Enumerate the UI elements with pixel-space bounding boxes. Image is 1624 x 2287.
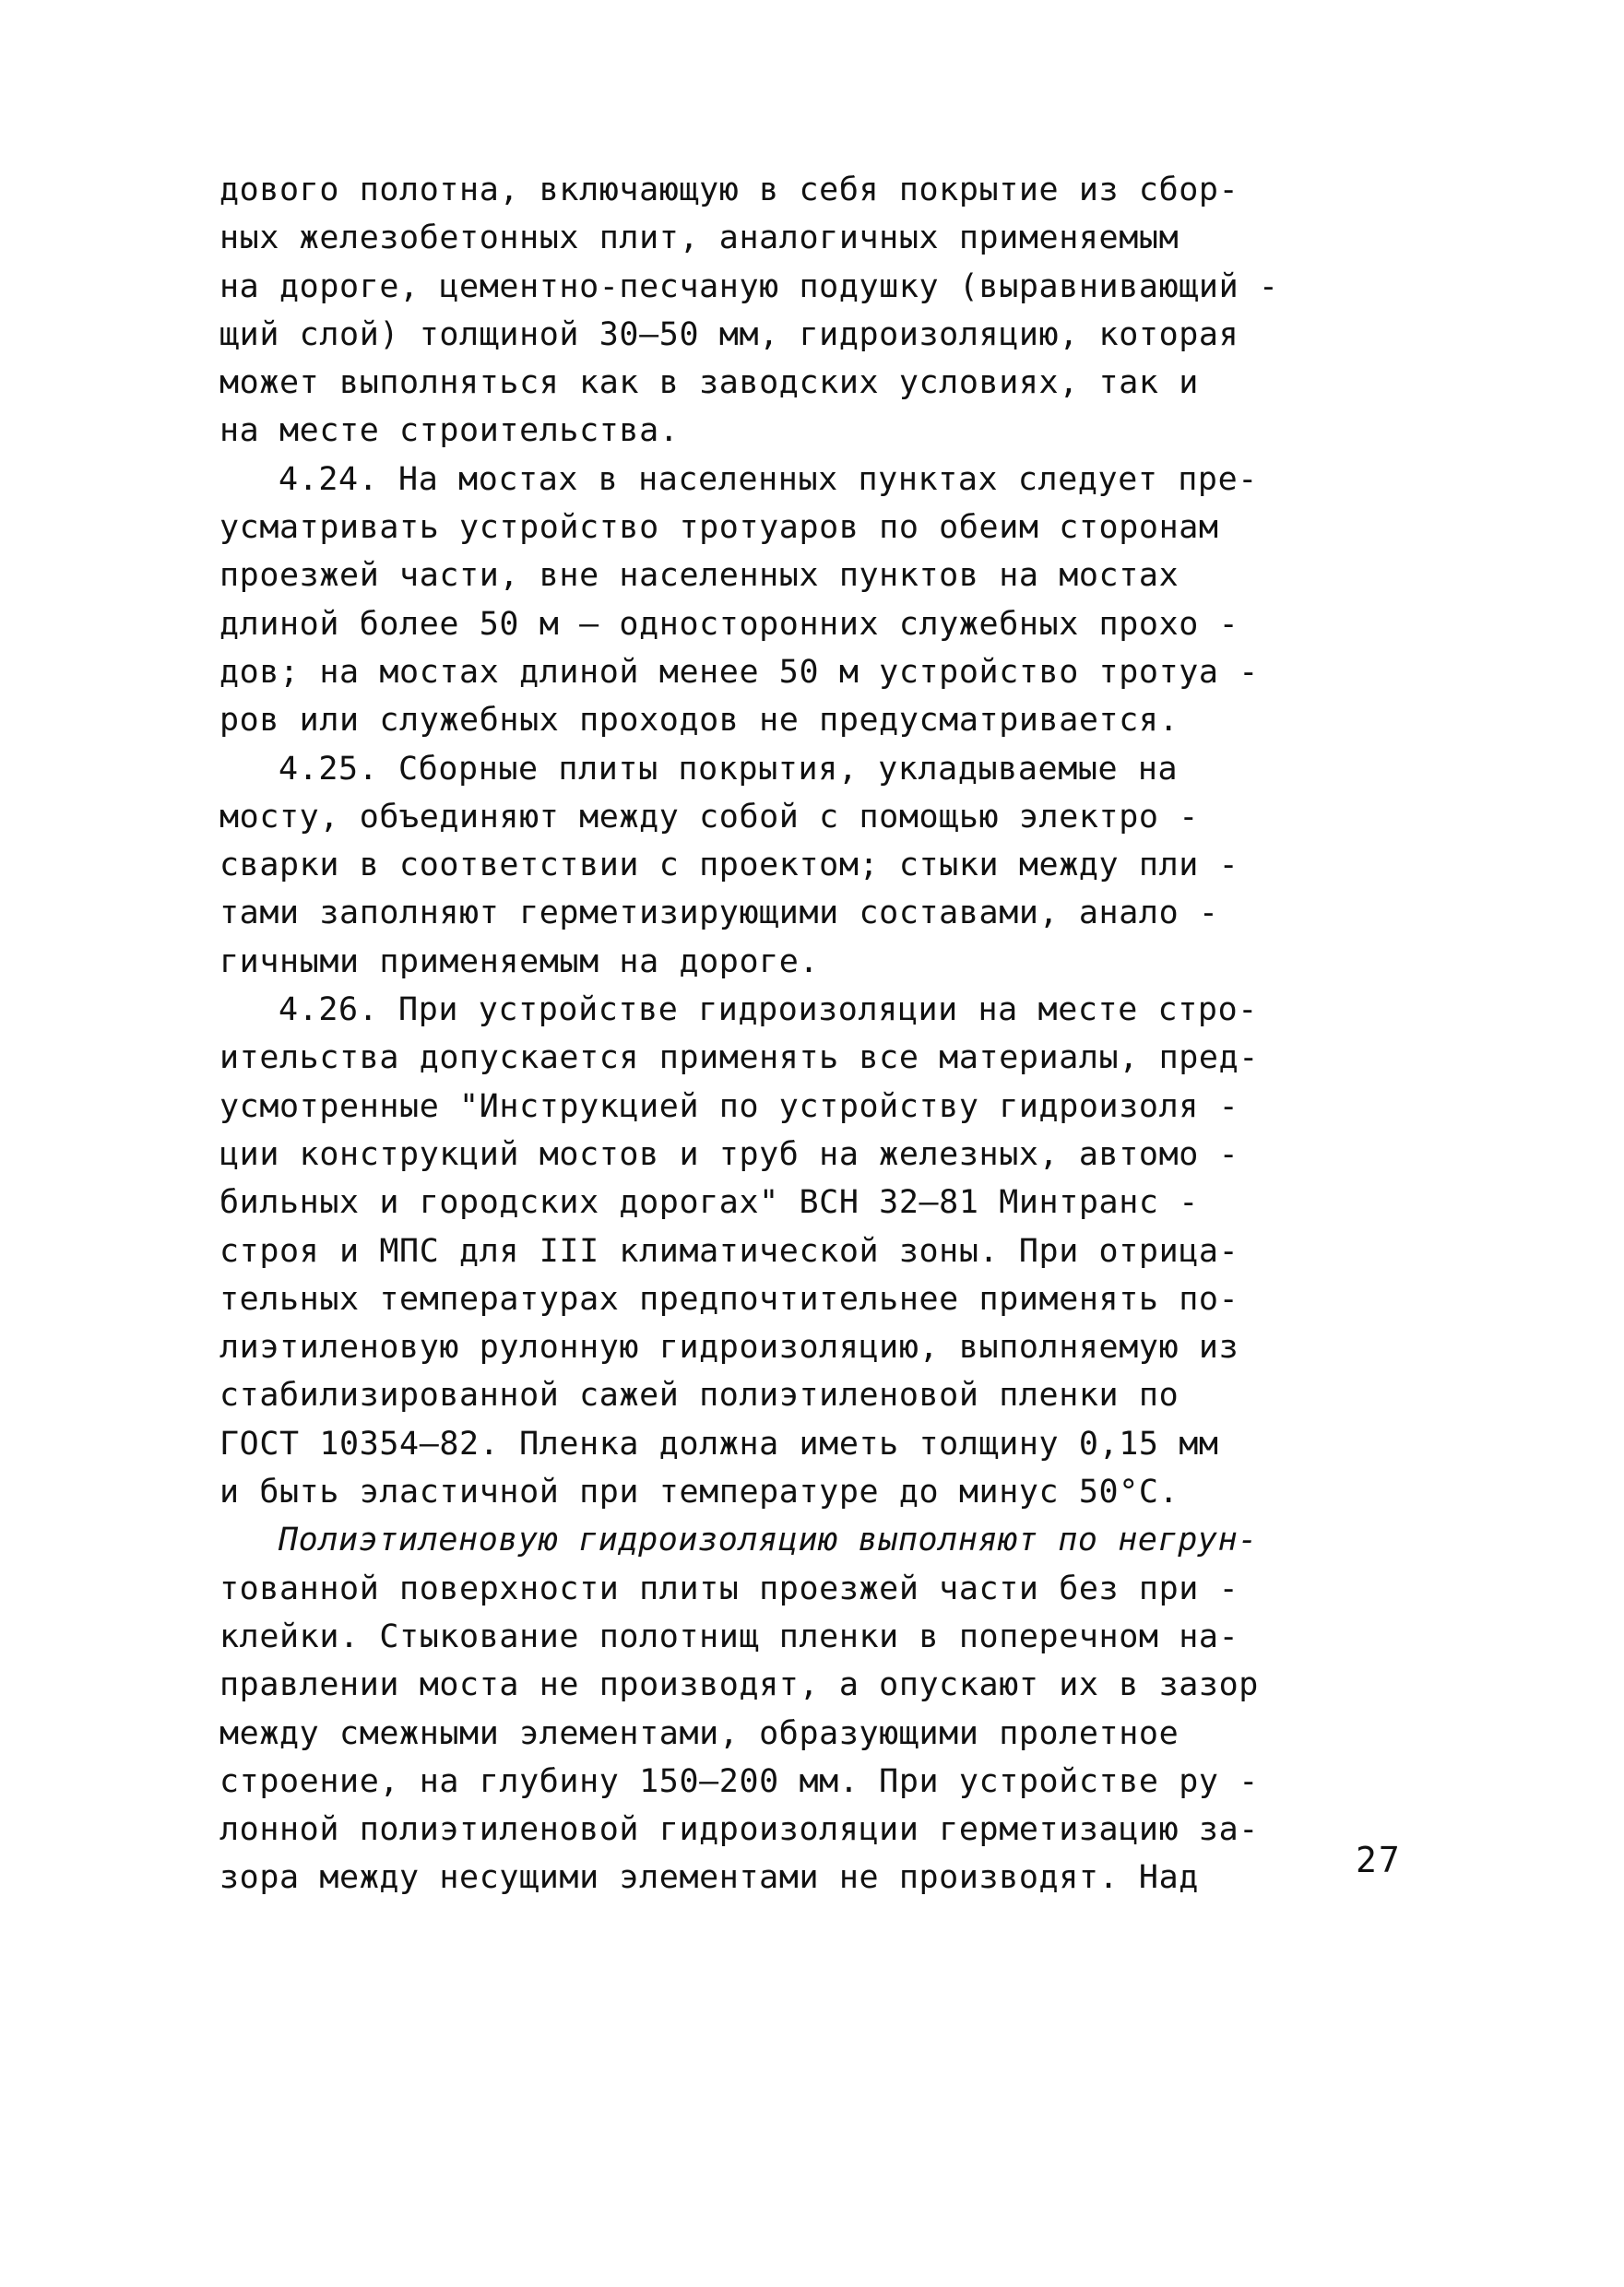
paragraph-4-24-start: 4.24. На мостах в населенных пунктах следует пре- bbox=[279, 460, 1258, 498]
text-line: тельных температурах предпочтительнее применять по- bbox=[219, 1280, 1239, 1318]
text-line: ции конструкций мостов и труб на железных, автомо - bbox=[219, 1135, 1239, 1173]
body-text bbox=[219, 166, 1418, 1902]
text-line: мосту, объединяют между собой с помощью электро - bbox=[219, 798, 1199, 835]
text-line: стабилизированной сажей полиэтиленовой пленки по bbox=[219, 1377, 1179, 1415]
text-line: ных железобетонных плит, аналогичных применяемым bbox=[219, 219, 1179, 257]
text-line: дового полотна, включающую в себя покрытие из сбор- bbox=[219, 172, 1239, 208]
text-line: тованной поверхности плиты проезжей части без при - bbox=[219, 1570, 1239, 1607]
text-line: зора между несущими элементами не производят. Над bbox=[219, 1859, 1199, 1897]
text-line: и быть эластичной при температуре до минус 50°С. bbox=[219, 1474, 1179, 1511]
text-line: усмотренные "Инструкцией по устройству гидроизоля - bbox=[219, 1087, 1239, 1125]
text-line: щий слой) толщиной 30–50 мм, гидроизоляцию, которая bbox=[219, 315, 1239, 353]
text-line: тами заполняют герметизирующими составами, анало - bbox=[219, 895, 1219, 932]
text-line: длиной более 50 м – односторонних служебных прохо - bbox=[219, 605, 1239, 643]
text-line: гичными применяемым на дороге. bbox=[219, 942, 820, 980]
text-line: бильных и городских дорогах" ВСН 32–81 Минтранс - bbox=[219, 1184, 1199, 1222]
text-line: усматривать устройство тротуаров по обеим сторонам bbox=[219, 509, 1219, 547]
text-line: сварки в соответствии с проектом; стыки между пли - bbox=[219, 847, 1239, 884]
paragraph-polyethylene-start: Полиэтиленовую гидроизоляцию выполняют по негрун- bbox=[279, 1522, 1258, 1559]
text-line: ГОСТ 10354–82. Пленка должна иметь толщину 0,15 мм bbox=[219, 1425, 1219, 1463]
text-line: может выполняться как в заводских условиях, так и bbox=[219, 364, 1199, 402]
paragraph-4-26-start: 4.26. При устройстве гидроизоляции на месте стро- bbox=[279, 991, 1258, 1029]
text-line: лонной полиэтиленовой гидроизоляции герметизацию за- bbox=[219, 1811, 1259, 1849]
text-line: клейки. Стыкование полотнищ пленки в поперечном на- bbox=[219, 1617, 1239, 1655]
text-line: ров или служебных проходов не предусматривается. bbox=[219, 702, 1179, 740]
page-number: 27 bbox=[1356, 1840, 1402, 1880]
text-line: правлении моста не производят, а опускают их в зазор bbox=[219, 1666, 1259, 1704]
text-line: строение, на глубину 150–200 мм. При устройстве ру - bbox=[219, 1762, 1259, 1800]
text-line: строя и МПС для III климатической зоны. При отрица- bbox=[219, 1232, 1239, 1270]
text-line: ительства допускается применять все материалы, пред- bbox=[219, 1039, 1259, 1077]
text-line: проезжей части, вне населенных пунктов на мостах bbox=[219, 557, 1179, 595]
text-line: между смежными элементами, образующими пролетное bbox=[219, 1714, 1179, 1752]
text-line: дов; на мостах длиной менее 50 м устройство тротуа - bbox=[219, 653, 1259, 691]
text-line: лиэтиленовую рулонную гидроизоляцию, выполняемую из bbox=[219, 1329, 1239, 1367]
paragraph-4-25-start: 4.25. Сборные плиты покрытия, укладываемые на bbox=[279, 750, 1179, 788]
text-line: на месте строительства. bbox=[219, 412, 680, 450]
text-line: на дороге, цементно-песчаную подушку (выравнивающий - bbox=[219, 267, 1279, 305]
